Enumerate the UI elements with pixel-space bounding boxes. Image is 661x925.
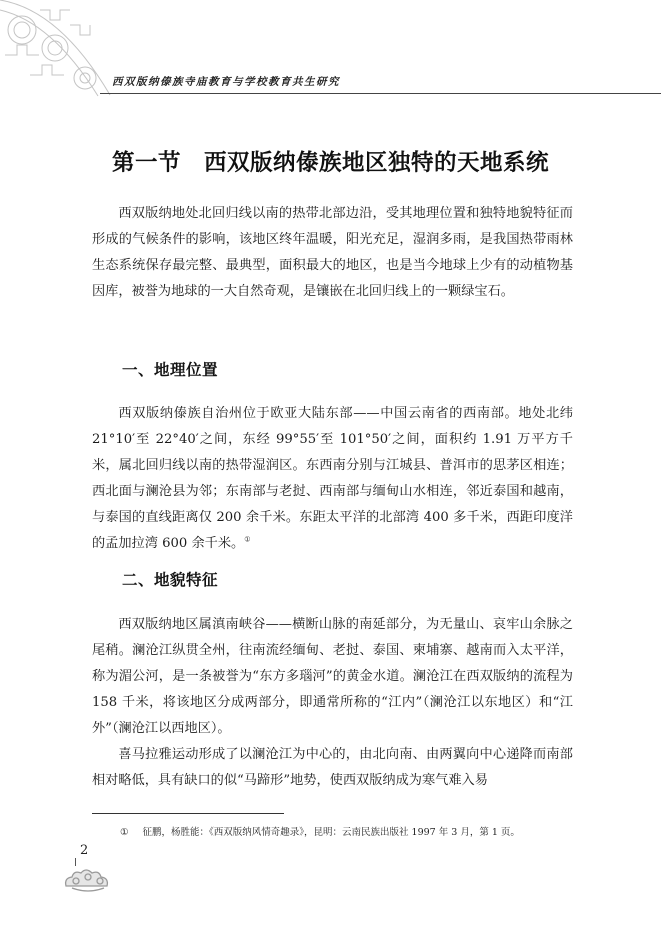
header-divider: [100, 93, 661, 94]
geography-paragraph-text: 西双版纳傣族自治州位于欧亚大陆东部——中国云南省的西南部。地处北纬 21°10′至 22°40′之间，东经 99°55′至 101°50′之间，面积约 1.91 万平方千米，属北回归线以南的热带湿润区。东西南分别与江城县、普洱市的思茅区相连；西北面与澜沧县为邻；东南部与老挝、西南部与缅甸山水相连，邻近泰国和越南，与泰国的直线距离仅 200 余千米。东距太平洋的北部湾 400 多千米，西距印度洋的孟加拉湾 600 余千米。: [92, 406, 573, 551]
page-number-divider: [75, 858, 76, 866]
cloud-ornament-icon: [62, 866, 114, 892]
footnote: [120, 824, 520, 838]
landform-paragraph-1: 西双版纳地区属滇南峡谷——横断山脉的南延部分，为无量山、哀牢山余脉之尾稍。澜沧江纵贯全州，往南流经缅甸、老挝、泰国、柬埔寨、越南而入太平洋，称为湄公河，是一条被誉为“东方多瑙河”的黄金水道。澜沧江在西双版纳的流程为 158 千米，将该地区分成两部分，即通常所称的“江内”（澜沧江以东地区）和“江外”（澜沧江以西地区）。: [92, 617, 573, 736]
footnote-divider: [92, 813, 284, 814]
section-heading-geography: 一、地理位置: [122, 361, 219, 379]
chapter-title: 第一节 西双版纳傣族地区独特的天地系统: [111, 150, 549, 176]
section-heading-landform: 二、地貌特征: [122, 571, 219, 589]
page-number: 2: [80, 843, 89, 858]
footnote-text: 征鹏，杨胜能：《西双版纳风情奇趣录》，昆明：云南民族出版社 1997 年 3 月，第 1 页。: [142, 827, 520, 838]
running-header: 西双版纳傣族寺庙教育与学校教育共生研究: [112, 76, 340, 88]
footnote-reference: ①: [244, 535, 251, 544]
corner-ornament-icon: [0, 0, 120, 100]
intro-paragraph: 西双版纳地处北回归线以南的热带北部边沿，受其地理位置和独特地貌特征而形成的气候条件的影响，该地区终年温暖，阳光充足，湿润多雨，是我国热带雨林生态系统保存最完整、最典型，面积最大的地区，也是当今地球上少有的动植物基因库，被誉为地球的一大自然奇观，是镶嵌在北回归线上的一颗绿宝石。: [92, 206, 573, 299]
footnote-marker: ①: [120, 827, 129, 838]
landform-paragraph-2: 喜马拉雅运动形成了以澜沧江为中心的，由北向南、由两翼向中心递降而南部相对略低，具有缺口的似“马蹄形”地势，使西双版纳成为寒气难入易: [92, 747, 573, 788]
geography-paragraph: [92, 401, 573, 557]
